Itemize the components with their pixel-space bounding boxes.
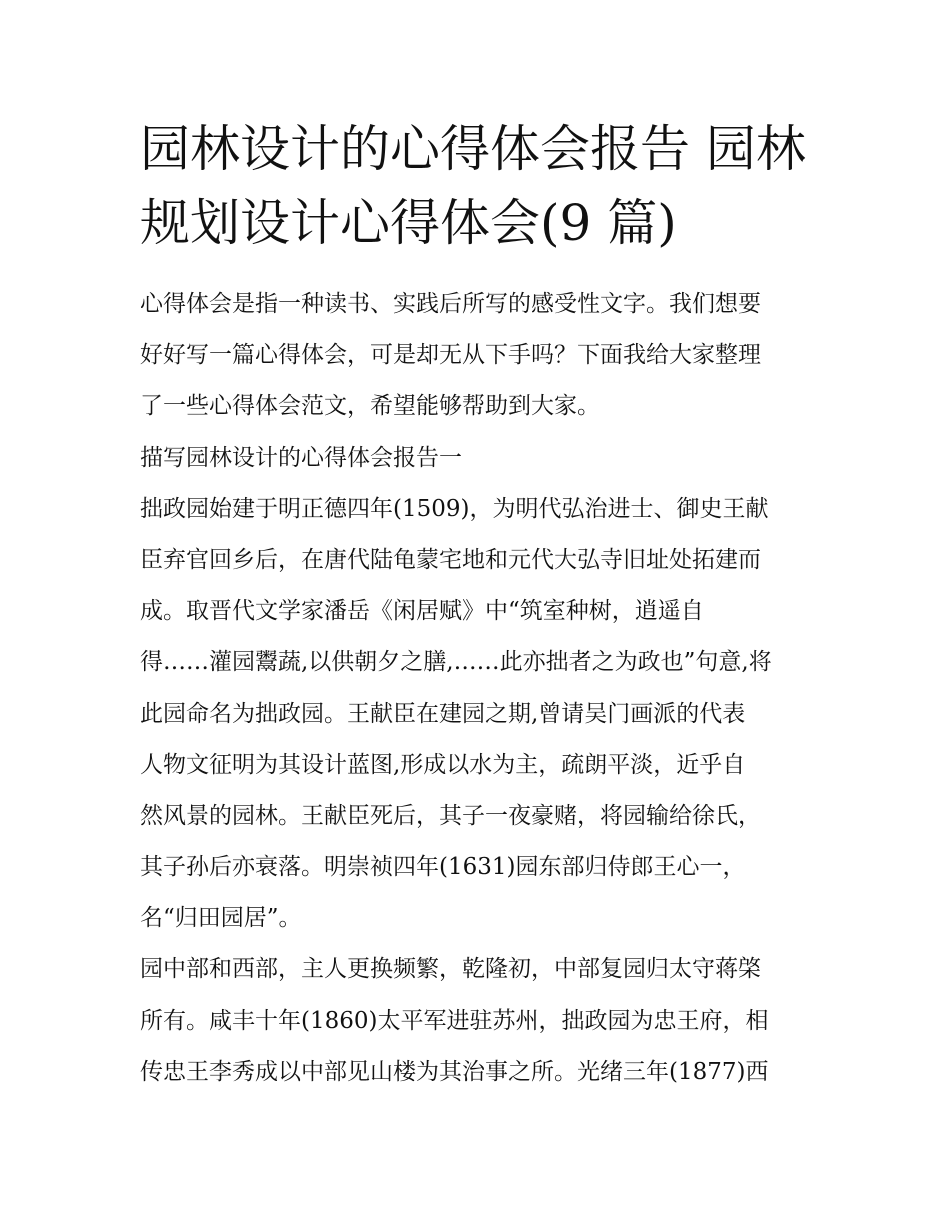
body-line: 臣弃官回乡后，在唐代陆龟蒙宅地和元代大弘寺旧址处拓建而 <box>140 546 761 573</box>
body-line: 传忠王李秀成以中部见山楼为其治事之所。光绪三年(1877)西 <box>140 1058 769 1085</box>
body-line: 其子孙后亦衰落。明崇祯四年(1631)园东部归侍郎王心一， <box>140 854 746 881</box>
body-line: 成。取晋代文学家潘岳《闲居赋》中“筑室种树，逍遥自 <box>140 598 704 625</box>
body-line: 此园命名为拙政园。王献臣在建园之期,曾请吴门画派的代表 <box>140 700 746 727</box>
body-line: 心得体会是指一种读书、实践后所写的感受性文字。我们想要 <box>140 291 761 317</box>
body-line: 得……灌园鬻蔬,以供朝夕之膳,……此亦拙者之为政也”句意,将 <box>140 649 772 676</box>
document-title <box>140 112 830 260</box>
body-line: 所有。咸丰十年(1860)太平军进驻苏州，拙政园为忠王府，相 <box>140 1007 769 1034</box>
document-body <box>140 279 830 1098</box>
body-line: 拙政园始建于明正德四年(1509)，为明代弘治进士、御史王献 <box>140 495 769 522</box>
body-line: 然风景的园林。王献臣死后，其子一夜豪赌，将园输给徐氏， <box>140 802 761 829</box>
title-line: 园林设计的心得体会报告 园林 <box>140 120 806 178</box>
section-heading: 描写园林设计的心得体会报告一 <box>140 444 462 471</box>
body-line: 好好写一篇心得体会，可是却无从下手吗？下面我给大家整理 <box>140 342 761 369</box>
body-line: 园中部和西部，主人更换频繁，乾隆初，中部复园归太守蒋棨 <box>140 956 761 983</box>
body-line: 人物文征明为其设计蓝图,形成以水为主，疏朗平淡，近乎自 <box>140 751 746 778</box>
title-line: 规划设计心得体会(9 篇) <box>140 194 677 252</box>
body-line: 了一些心得体会范文，希望能够帮助到大家。 <box>140 393 600 420</box>
body-line: 名“归田园居”。 <box>140 905 302 932</box>
